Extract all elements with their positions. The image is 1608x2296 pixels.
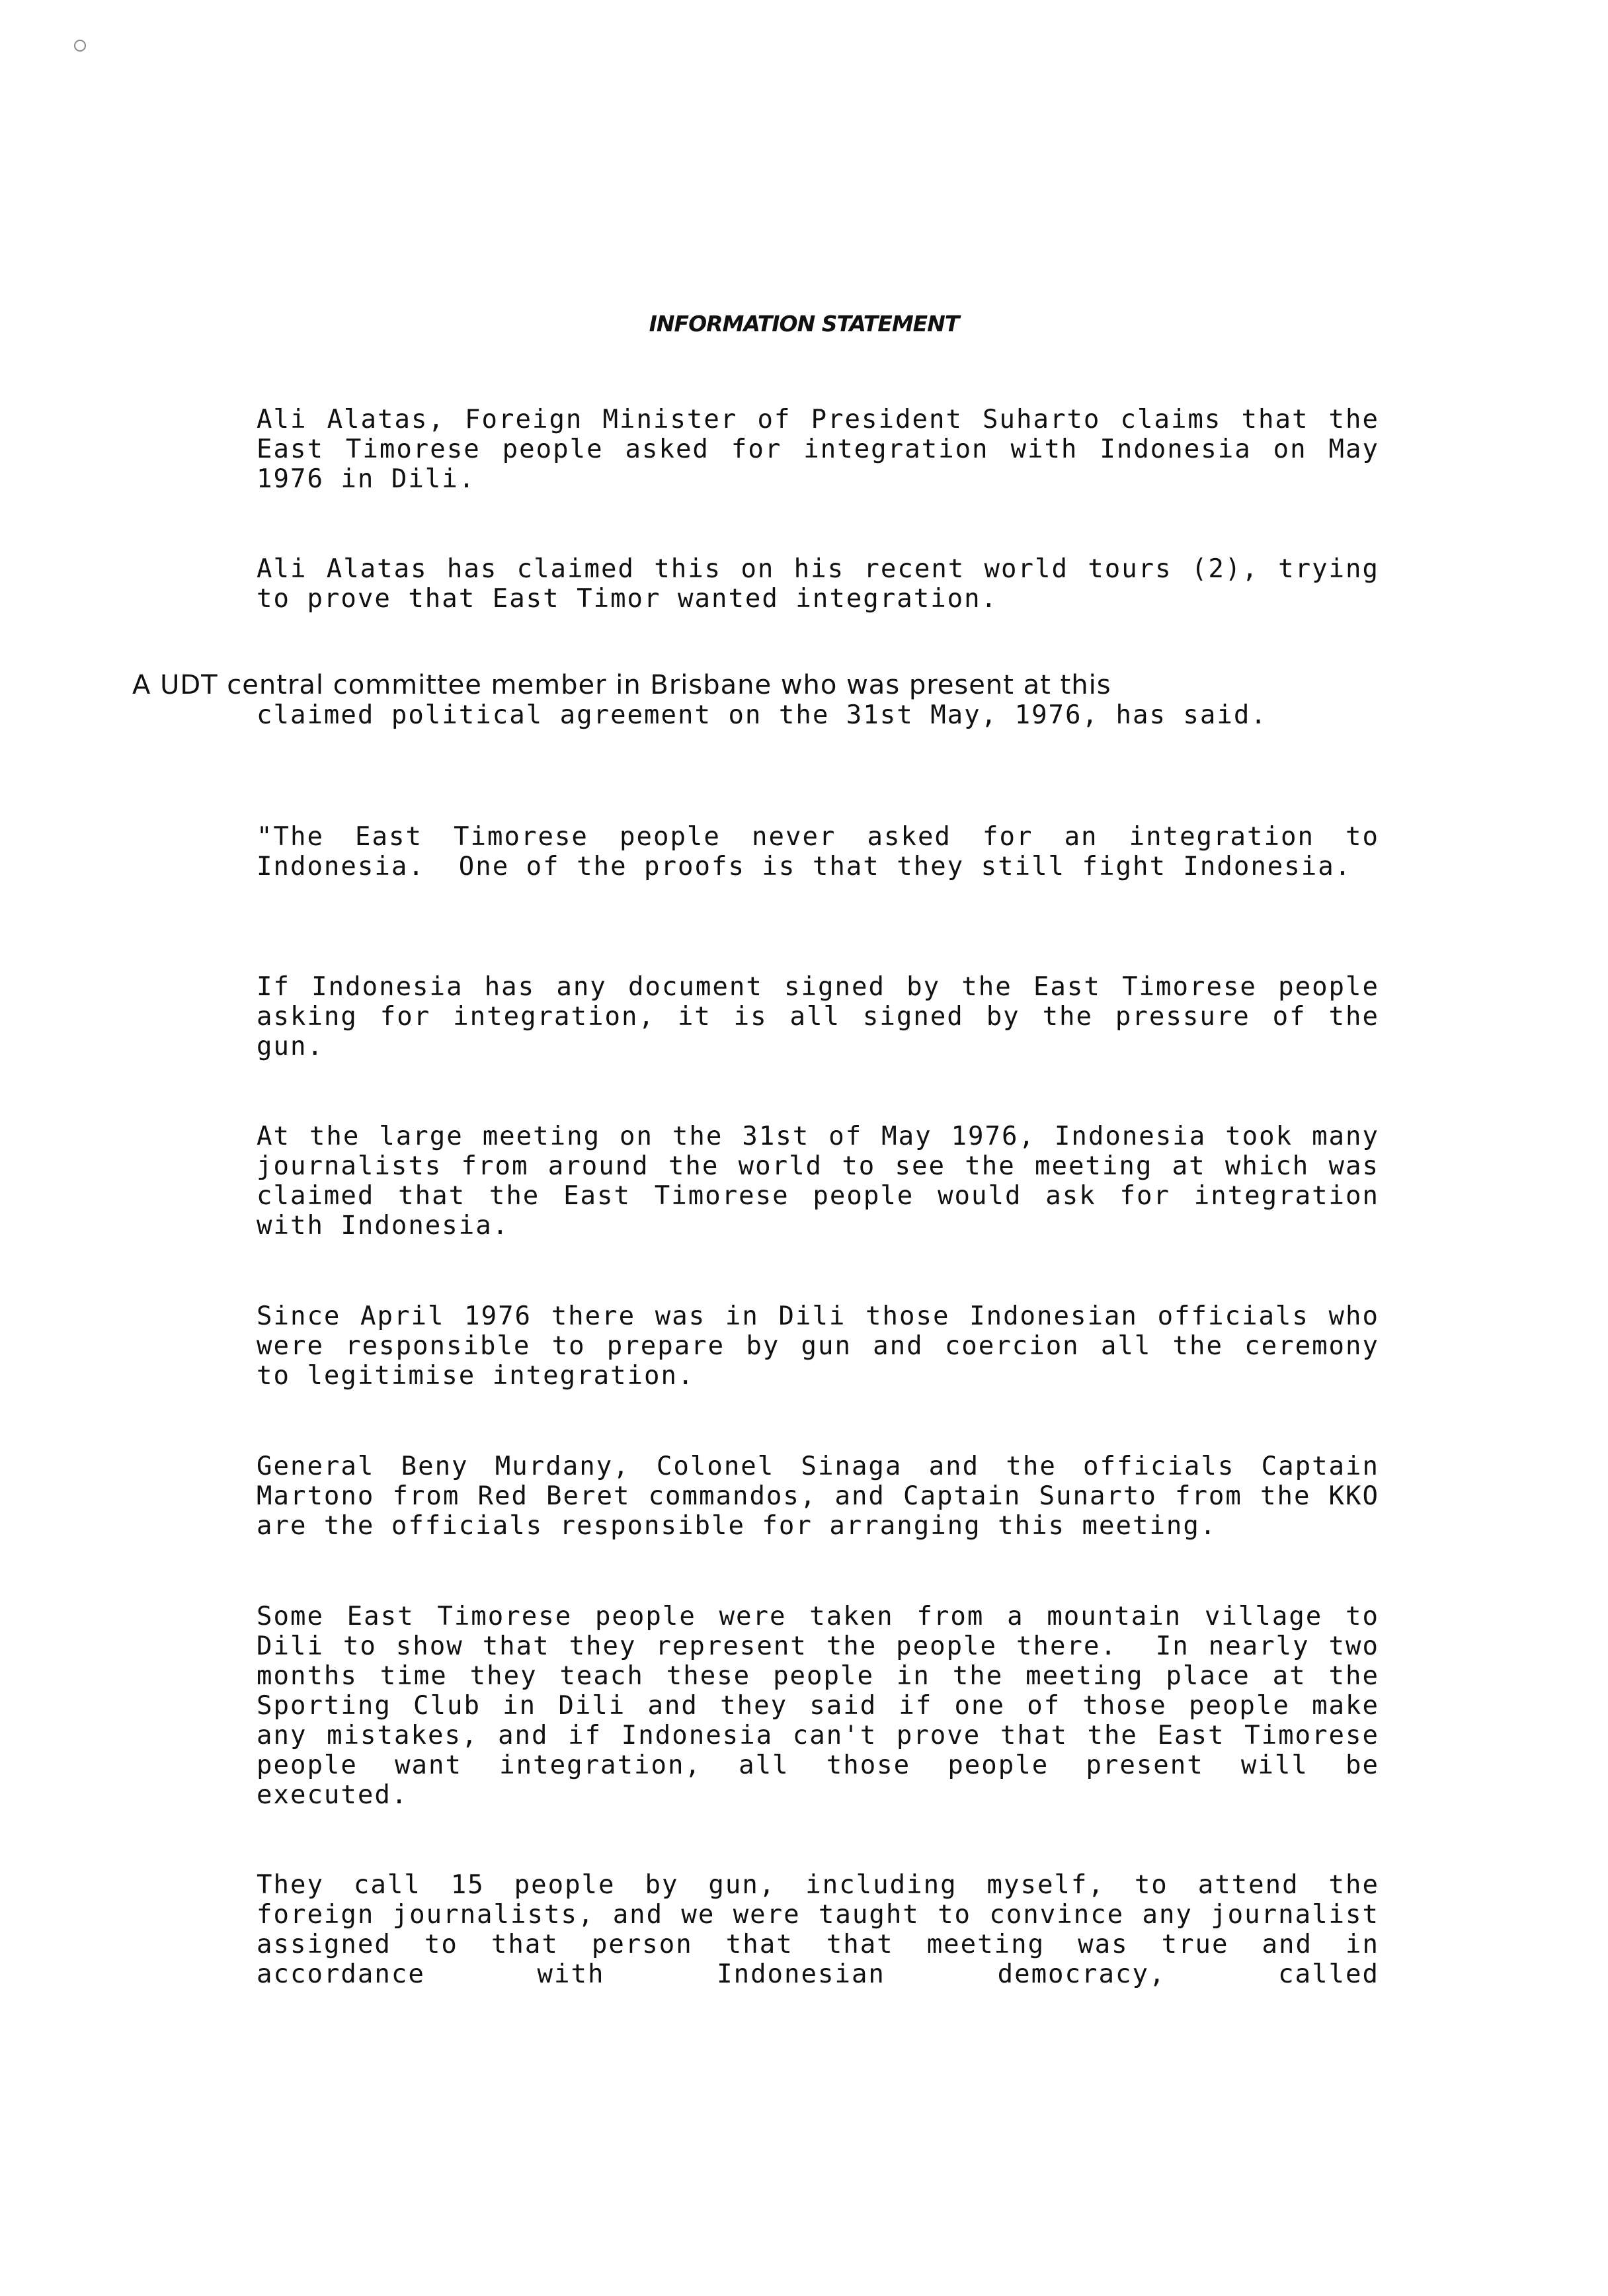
paragraph-4: If Indonesia has any document signed by the East Timorese people asking for integration, it is all signed by the pressure of the gun. (257, 972, 1396, 1061)
paragraph-quote-start: "The East Timorese people never asked for an integration to Indonesia. One of the proofs is that they still fight Indonesia. (257, 822, 1396, 882)
paragraph-1: Ali Alatas, Foreign Minister of President Suharto claims that the East Timorese people asked for integration with Indonesia on May 1976 in Dili. (257, 405, 1396, 494)
paragraph-9: They call 15 people by gun, including myself, to attend the foreign journalists, and we were taught to convince any journalist assigned to that person that that meeting was true and in accordance with Indonesian democracy, called (257, 1870, 1396, 1989)
paragraph-7: General Beny Murdany, Colonel Sinaga and the officials Captain Martono from Red Beret commandos, and Captain Sunarto from the KKO are the officials responsible for arranging this meeting. (257, 1452, 1396, 1541)
paragraph-udt-member-rest: claimed political agreement on the 31st May, 1976, has said. (257, 700, 1267, 730)
paragraph-6: Since April 1976 there was in Dili those Indonesian officials who were responsible to prepare by gun and coercion all the ceremony to legitimise integration. (257, 1301, 1396, 1391)
document-title: INFORMATION STATEMENT (649, 311, 959, 337)
paragraph-udt-member-first-line: A UDT central committee member in Brisbane who was present at this (132, 670, 1111, 700)
paragraph-5: At the large meeting on the 31st of May 1976, Indonesia took many journalists from around the world to see the meeting at which was claimed that the East Timorese people would ask for integration with Indonesia. (257, 1122, 1396, 1241)
paragraph-udt-member (132, 671, 1379, 730)
paragraph-8: Some East Timorese people were taken from a mountain village to Dili to show that they represent the people there. In nearly two months time they teach these people in the meeting place at the Sporting Club in Dili and they said if one of those people make any mistakes, and if Indonesia can't prove that the East Timorese people want integration, all those people present will be executed. (257, 1602, 1396, 1810)
scan-mark (74, 40, 86, 52)
paragraph-2: Ali Alatas has claimed this on his recent world tours (2), trying to prove that East Timor wanted integration. (257, 554, 1396, 614)
